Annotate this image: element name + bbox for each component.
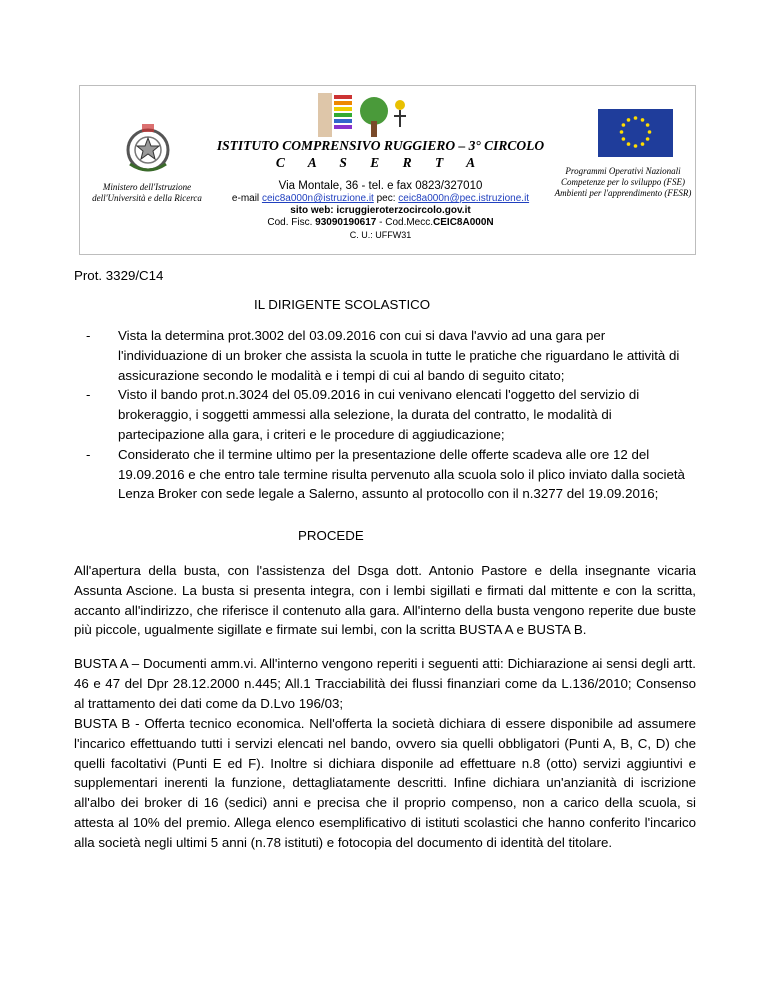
paragraph-busta-b: BUSTA B - Offerta tecnico economica. Nell'offerta la società dichiara di essere disponibile ad assumere l'incarico effettuando tutti i servizi elencati nel bando, ovvero sia quelli obbligatori (Punti A, B, C, D) che quelli facoltativi (Punti E ed F). Inoltre si dichiara disponile ad effettuare n.8 (otto) servizi aggiuntivi e supplementari inerenti la funzione, dettagliatamente descritti. Infine dichiara un'anzianità di iscrizione all'albo dei broker di 16 (sedici) anni e precisa che il proprio compenso, non a carico della scuola, si attesta al 10% del premio. Allega elenco esemplificativo di istituti scolastici che hanno conferito l'incarico alla società negli ultimi 5 anni (n.78 istituti) e fotocopia del documento di identità del titolare. [74,716,696,850]
ministry-label: Ministero dell'Istruzione dell'Università e della Ricerca [92,182,202,203]
protocol-number: Prot. 3329/C14 [74,268,164,283]
document-title: IL DIRIGENTE SCOLASTICO [254,297,431,312]
consideration-text: Considerato che il termine ultimo per la presentazione delle offerte scadeva alle ore 12 del 19.09.2016 e che entro tale termine risulta pervenuto alla scuola solo il plico inviato dalla società Lenza Broker con sede legale a Salerno, assunto al protocollo con il n.3277 del 19.09.2016; [118,446,685,502]
email-label: e-mail [231,193,260,204]
email-link[interactable]: ceic8a000n@istruzione.it [261,193,374,204]
school-address: Via Montale, 36 - tel. e fax 0823/327010 [278,180,483,192]
list-item: - Visto il bando prot.n.3024 del 05.09.2016 in cui venivano elencati l'oggetto del servizio di brokeraggio, i soggetti ammessi alla selezione, la durata del contratto, le modalità di partecipazione alla gara, i criteri e le procedure di aggiudicazione; [86,385,696,444]
school-website: sito web: icruggieroterzocircolo.gov.it [290,205,471,216]
mecc-prefix: - Cod.Mecc. [379,217,434,228]
considerations-list [86,326,696,504]
fiscal-code: 93090190617 [315,217,377,228]
eu-flag-icon [598,109,673,157]
italian-republic-emblem-icon [120,120,176,176]
paragraph-busta-a: BUSTA A – Documenti amm.vi. All'interno vengono reperiti i seguenti atti: Dichiarazione ai sensi degli artt. 46 e 47 del Dpr 28.12.2000 n.445; All.1 Tracciabilità dei flussi finanziari come da L.136/2010; Consenso al trattamento dei dati come da D.Lvo 196/03; [74,656,696,711]
procede-heading: PROCEDE [298,528,364,543]
list-item: - Considerato che il termine ultimo per la presentazione delle offerte scadeva alle ore 12 del 19.09.2016 e che entro tale termine risulta pervenuto alla scuola solo il plico inviato dalla società Lenza Broker con sede legale a Salerno, assunto al protocollo con il n.3277 del 19.09.2016; [86,445,696,504]
list-item: - Vista la determina prot.3002 del 03.09.2016 con cui si dava l'avvio ad una gara per l'individuazione di un broker che assista la scuola in tutte le pratiche che riguardano le attività di assicurazione secondo le modalità e i tempi di cui al bando di seguito citato; [86,326,696,385]
pec-link[interactable]: ceic8a000n@pec.istruzione.it [398,193,530,204]
paragraph-opening: All'apertura della busta, con l'assistenza del Dsga dott. Antonio Pastore e della insegnante vicaria Assunta Ascione. La busta si presenta integra, con i lembi sigillati e firmati dal mittente e con la scritta, accanto all'indirizzo, che riferisce il contenuto alla gara. All'interno della busta vengono reperite due buste più piccole, ugualmente sigillate e firmate sui lembi, con la scritta BUSTA A e BUSTA B. [74,563,696,638]
mecc-code: CEIC8A000N [433,217,494,228]
school-logo-icon [318,91,426,141]
pon-label: Programmi Operativi Nazionali Competenze per lo sviluppo (FSE) Ambienti per l'apprendimento (FESR) [554,166,692,198]
school-cu: C. U.: UFFW31 [349,230,412,240]
school-emails [208,193,553,205]
school-info [208,138,553,241]
school-city: C A S E R T A [275,155,486,170]
consideration-text: Vista la determina prot.3002 del 03.09.2016 con cui si dava l'avvio ad una gara per l'individuazione di un broker che assista la scuola in tutte le pratiche che riguardano le attività di assicurazione secondo le modalità e i tempi di cui al bando di seguito citato; [118,328,680,383]
consideration-text: Visto il bando prot.n.3024 del 05.09.2016 in cui venivano elencati l'oggetto del servizio di brokeraggio, i soggetti ammessi alla selezione, la durata del contratto, le modalità di partecipazione alla gara, i criteri e le procedure di aggiudicazione; [118,387,640,442]
school-codes [208,217,553,229]
fiscal-prefix: Cod. Fisc. [267,217,313,228]
pec-label: pec: [376,193,396,204]
school-name: ISTITUTO COMPRENSIVO RUGGIERO – 3° CIRCOLO [216,138,545,153]
letterhead [79,85,696,255]
